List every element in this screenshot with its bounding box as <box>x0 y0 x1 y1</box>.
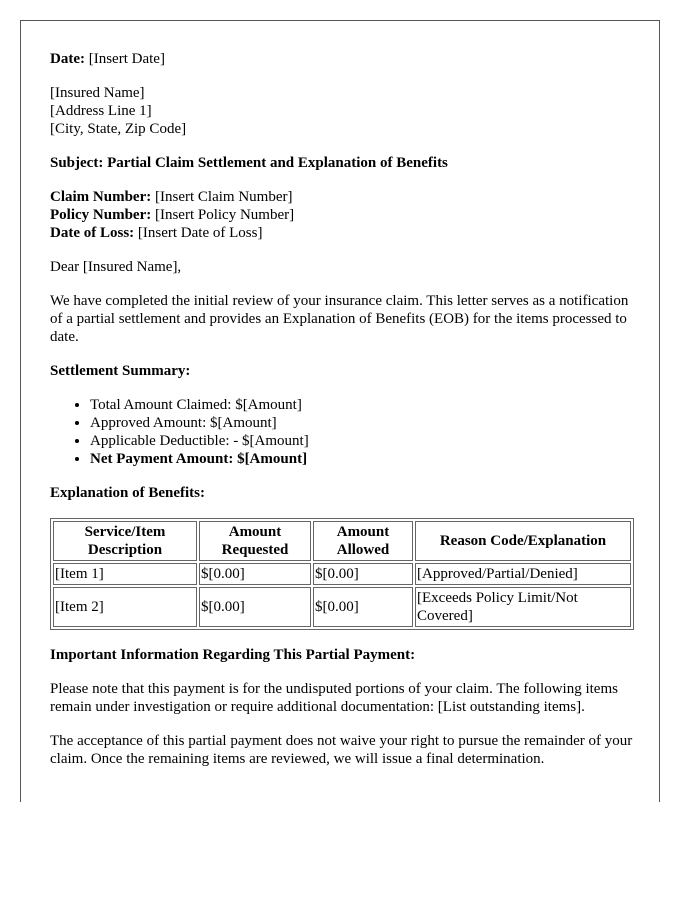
summary-item-deductible: • Applicable Deductible: - $[Amount] <box>90 432 640 450</box>
header-amount-allowed: Amount Allowed <box>313 521 413 561</box>
claim-number-line <box>50 188 640 206</box>
claim-number-value: [Insert Claim Number] <box>155 189 293 205</box>
net-payment-text: Net Payment Amount: $[Amount] <box>90 451 308 467</box>
cell-requested: $[0.00] <box>199 587 311 627</box>
address-line-city: [City, State, Zip Code] <box>50 121 187 137</box>
cell-allowed: $[0.00] <box>313 563 413 585</box>
eob-table <box>50 518 634 630</box>
date-line <box>50 50 640 68</box>
header-amount-requested: Amount Requested <box>199 521 311 561</box>
date-label: Date: <box>50 51 85 67</box>
important-info-heading <box>50 646 640 664</box>
cell-reason: [Exceeds Policy Limit/Not Covered] <box>415 587 631 627</box>
table-row <box>53 587 631 627</box>
date-of-loss-value: [Insert Date of Loss] <box>137 225 263 241</box>
letter-content <box>50 50 640 784</box>
rights-paragraph: The acceptance of this partial payment does not waive your right to pursue the remainder of your claim. Once the remaining items are reviewed, we will issue a final determination. <box>50 733 633 767</box>
subject-text: Subject: Partial Claim Settlement and Explanation of Benefits <box>50 155 448 171</box>
cell-requested: $[0.00] <box>199 563 311 585</box>
greeting: Dear [Insured Name], <box>50 259 182 275</box>
cell-item: [Item 2] <box>53 587 197 627</box>
table-row <box>53 563 631 585</box>
address-line-name: [Insured Name] <box>50 85 145 101</box>
table-header-row <box>53 521 631 561</box>
important-info-heading-text: Important Information Regarding This Partial Payment: <box>50 647 416 663</box>
policy-number-value: [Insert Policy Number] <box>154 207 295 223</box>
summary-item-approved: • Approved Amount: $[Amount] <box>90 414 640 432</box>
intro-paragraph: We have completed the initial review of your insurance claim. This letter serves as a notification of a partial settlement and provides an Explanation of Benefits (EOB) for the items processed to date. <box>50 293 629 345</box>
letter-page <box>20 20 660 802</box>
summary-item-claimed: • Total Amount Claimed: $[Amount] <box>90 396 640 414</box>
date-value: [Insert Date] <box>88 51 165 67</box>
cell-item: [Item 1] <box>53 563 197 585</box>
policy-number-label: Policy Number: <box>50 207 152 223</box>
header-service-item: Service/Item Description <box>53 521 197 561</box>
claim-number-label: Claim Number: <box>50 189 152 205</box>
policy-number-line <box>50 206 640 224</box>
header-reason-code: Reason Code/Explanation <box>415 521 631 561</box>
claim-details <box>50 188 640 242</box>
recipient-address <box>50 84 640 138</box>
outstanding-items-paragraph: Please note that this payment is for the undisputed portions of your claim. The following items remain under investigation or require additional documentation: [List outstanding items]. <box>50 681 618 715</box>
settlement-summary-list <box>50 396 640 468</box>
date-of-loss-line <box>50 224 640 242</box>
settlement-summary-heading-text: Settlement Summary: <box>50 363 191 379</box>
address-line-street: [Address Line 1] <box>50 103 152 119</box>
settlement-summary-heading <box>50 362 640 380</box>
cell-allowed: $[0.00] <box>313 587 413 627</box>
subject-line <box>50 154 640 172</box>
cell-reason: [Approved/Partial/Denied] <box>415 563 631 585</box>
summary-item-net-payment <box>90 450 640 468</box>
eob-heading <box>50 484 640 502</box>
date-of-loss-label: Date of Loss: <box>50 225 135 241</box>
eob-heading-text: Explanation of Benefits: <box>50 485 206 501</box>
